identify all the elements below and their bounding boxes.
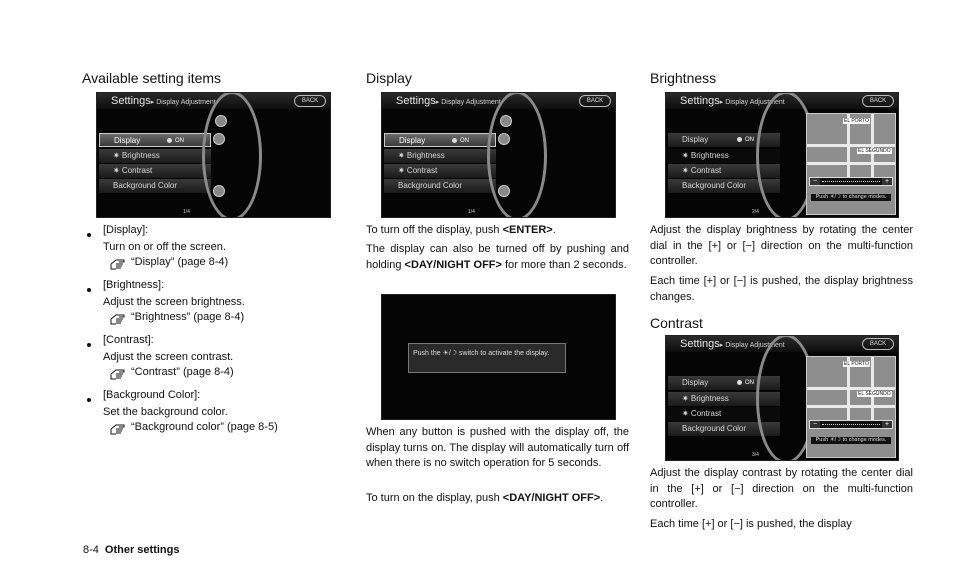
dial-knob [213,185,225,197]
contrast-screen [665,335,899,461]
page-indicator: 2/4 [752,209,759,215]
menu-display: Display ON [99,133,211,147]
dial-knob [213,133,225,145]
brightness-paragraph-1: Adjust the display brightness by rotating the center dial in the [+] or [−] direction on the multi-function controller. [650,224,913,267]
menu-display: Display ON [668,376,780,390]
brightness-paragraph-2: Each time [+] or [−] is pushed, the display brightness changes. [650,275,913,303]
dial-knob [498,133,510,145]
bullet-dot [87,233,91,237]
display-paragraph-2: The display can also be turned off by pushing and holding <DAY/NIGHT OFF> for more than 2 seconds. [366,243,629,271]
menu-background-color: Background Color [668,179,780,193]
menu-contrast: ✷ Contrast [668,164,780,178]
page-indicator: 1/4 [183,209,190,215]
item-display-desc: Turn on or off the screen. [103,241,226,253]
page-footer [83,544,179,556]
map-preview [806,356,896,458]
menu-contrast: ✷ Contrast [99,164,211,178]
item-background-ref: “Background color” (page 8-5) [131,421,278,433]
brightness-screen [665,92,899,218]
map-label: EL SEGUNDO [858,391,891,397]
back-button: BACK [862,95,894,107]
reference-hand-icon [110,423,125,435]
brightness-heading: Brightness [650,70,717,86]
dialog-text: Push the ☀/☽ switch to activate the display. [413,350,550,357]
page-indicator: 1/4 [468,209,475,215]
menu-brightness: ✷ Brightness [384,149,496,163]
dial-arc [202,92,262,218]
bullet-dot [87,288,91,292]
reference-hand-icon [110,313,125,325]
menu-background-color: Background Color [668,422,780,436]
display-paragraph-1: To turn off the display, push <ENTER>. [366,224,556,236]
screen-title: Settings▸ Display Adjustment [680,95,785,107]
display-adjustment-screen-2 [381,92,616,218]
menu-display: Display ON [668,133,780,147]
display-paragraph-4: To turn on the display, push <DAY/NIGHT OFF>. [366,492,604,504]
map-label: EL PORTO [844,361,869,367]
menu-background-color: Background Color [99,179,211,193]
page-number: 8-4 [83,544,99,556]
display-off-screen [381,294,616,420]
map-note: Push ☀/☽ to change modes. [811,194,891,201]
dial-knob [498,185,510,197]
bullet-dot [87,398,91,402]
item-background-desc: Set the background color. [103,406,228,418]
contrast-heading: Contrast [650,315,703,331]
back-button: BACK [862,338,894,350]
menu-brightness: ✷ Brightness [668,149,780,163]
page-indicator: 3/4 [752,452,759,458]
map-label: EL SEGUNDO [858,148,891,154]
item-background-label: [Background Color]: [103,389,201,401]
item-display-label: [Display]: [103,224,149,236]
col1-heading: Available setting items [82,70,222,86]
contrast-paragraph-2: Each time [+] or [−] is pushed, the display [650,518,852,530]
menu-brightness: ✷ Brightness [99,149,211,163]
contrast-paragraph-1: Adjust the display contrast by rotating the center dial in the [+] or [−] direction on the multi-function controller. [650,467,913,510]
dial-knob [500,115,512,127]
menu-display: Display ON [384,133,496,147]
display-adjustment-screen-1 [96,92,331,218]
map-preview [806,113,896,215]
screen-title: Settings▸ Display Adjustment [111,95,216,107]
menu-contrast: ✷ Contrast [668,407,780,421]
menu-background-color: Background Color [384,179,496,193]
dialog-box [408,343,566,373]
dial-knob [215,115,227,127]
dial-arc [487,92,547,218]
menu-brightness: ✷ Brightness [668,392,780,406]
screen-title: Settings▸ Display Adjustment [396,95,501,107]
reference-hand-icon [110,258,125,270]
item-brightness-label: [Brightness]: [103,279,165,291]
item-display-ref: “Display” (page 8-4) [131,256,229,268]
menu-contrast: ✷ Contrast [384,164,496,178]
item-contrast-ref: “Contrast” (page 8-4) [131,366,234,378]
bullet-dot [87,343,91,347]
item-contrast-desc: Adjust the screen contrast. [103,351,234,363]
back-button: BACK [579,95,611,107]
section-name: Other settings [104,544,180,556]
reference-hand-icon [110,368,125,380]
screen-title: Settings▸ Display Adjustment [680,338,785,350]
brightness-slider: − + [809,177,893,186]
map-label: EL PORTO [844,118,869,124]
item-brightness-ref: “Brightness” (page 8-4) [131,311,245,323]
item-contrast-label: [Contrast]: [103,334,154,346]
display-heading: Display [366,70,412,86]
map-note: Push ☀/☽ to change modes. [811,437,891,444]
item-brightness-desc: Adjust the screen brightness. [103,296,245,308]
contrast-slider: − + [809,420,893,429]
back-button: BACK [294,95,326,107]
display-paragraph-3: When any button is pushed with the display off, the display turns on. The display will automatically turn off when there is no switch operation for 5 seconds. [366,426,629,469]
